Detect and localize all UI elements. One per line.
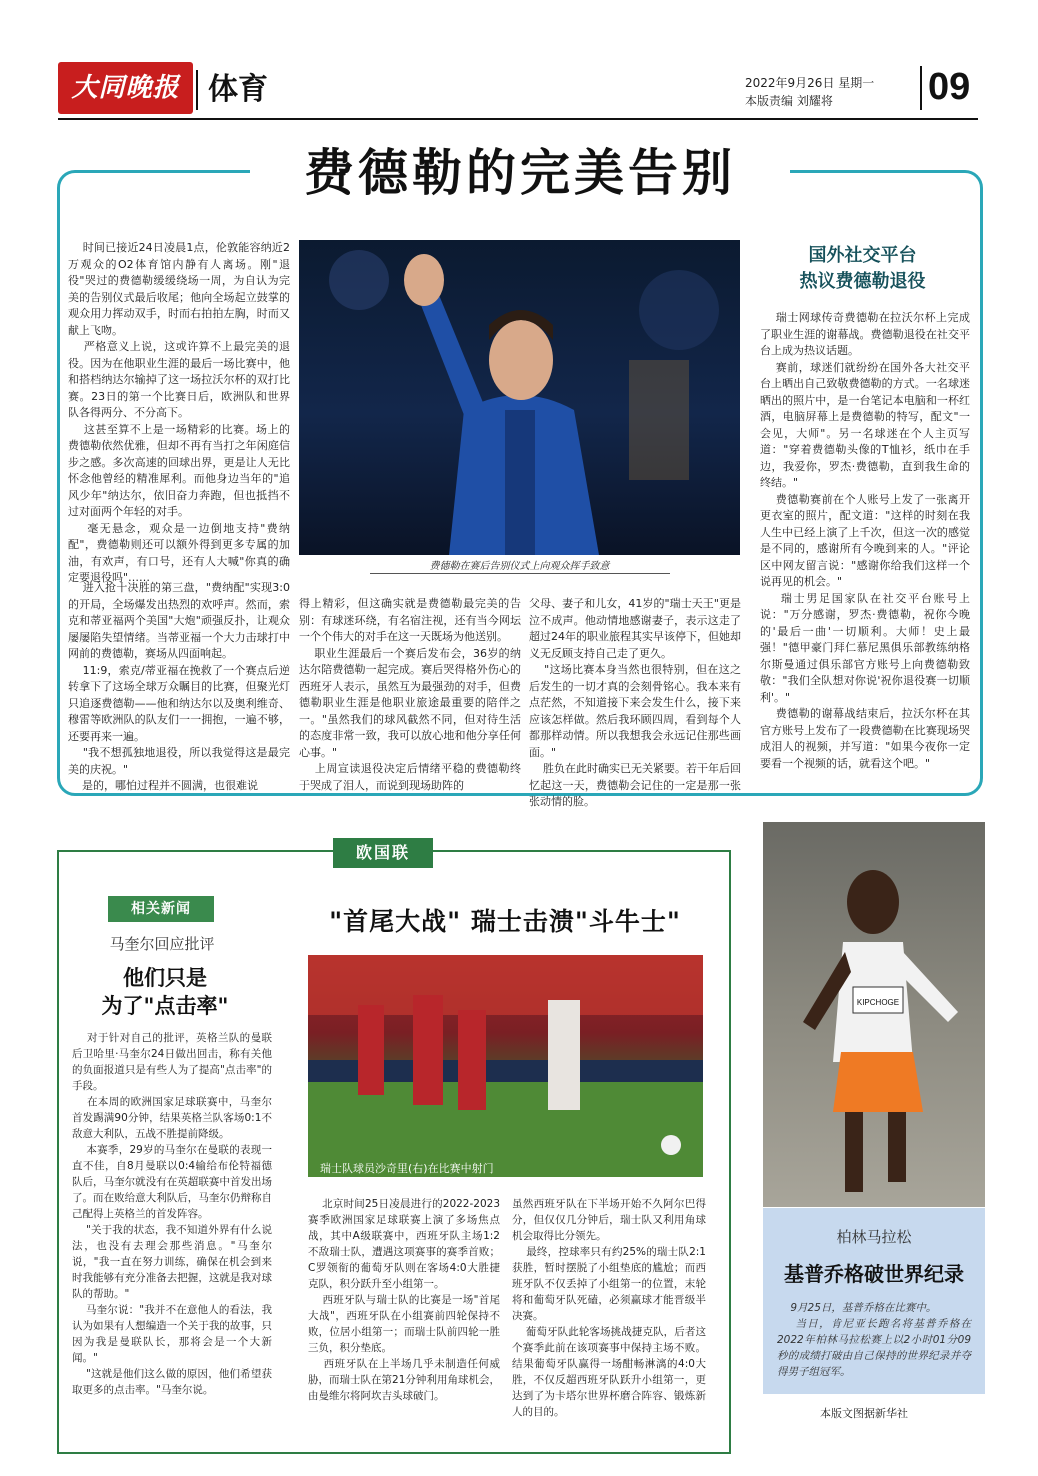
runner-bib: KIPCHOGE <box>856 998 900 1007</box>
section-name: 体育 <box>208 72 268 107</box>
date-editor-block <box>745 74 874 110</box>
marathon-photo <box>763 822 985 1207</box>
federer-illustration <box>299 240 740 555</box>
date-line: 2022年9月26日 星期一 <box>745 76 875 90</box>
editor-line: 本版责编 刘耀将 <box>745 94 833 108</box>
related-headline <box>70 964 260 1020</box>
photo-caption: 费德勒在赛后告别仪式上向观众挥手致意 <box>429 561 610 572</box>
related-subtitle: 马奎尔回应批评 <box>109 935 215 953</box>
sidebar-text: 瑞士网球传奇费德勒在拉沃尔杯上完成了职业生涯的谢幕战。费德勒退役在社交平台上成为热议话题。 赛前，球迷们就纷纷在国外各大社交平台上晒出自己致敬费德勒的方式。一名球迷晒出的照片中，是一台笔记本电脑和一杯红酒，电脑屏幕上是费德勒的特写，配文"一会见，大师"。另一名球迷在个人主页写道："穿着费德勒头像的T恤衫，纸巾在手边，我爱你，罗杰·费德勒，直到我生命的终结。" 费德勒赛前在个人账号上发了一张离开更衣室的照片，配文道："这样的时刻在我人生中已经上演了上千次，但这一次的感觉是不同的，感谢所有今晚到来的人。"评论区中网友留言说："感谢你给我们这样一个说再见的机会。" 瑞士男足国家队在社交平台账号上说："万分感谢，罗杰·费德勒，祝你今晚的'最后一曲'一切顺利。大师！史上最强！"德甲豪门拜仁慕尼黑俱乐部教练纳格尔斯曼通过俱乐部官方账号上向费德勒致敬："我们全队想对你说'祝你退役赛一切顺利'。" 费德勒的谢幕战结束后，拉沃尔杯在其官方账号上发布了一段费德勒在比赛现场哭成泪人的视频，并写道："如果今夜你一定要看一个视频的话，就看这个吧。" <box>760 311 971 770</box>
sidebar-title <box>760 243 965 295</box>
marathon-headline: 基普乔格破世界纪录 <box>784 1262 964 1286</box>
football-photo-caption: 瑞士队球员沙奇里(右)在比赛中射门 <box>320 1162 494 1175</box>
football-photo <box>308 955 703 1177</box>
sidebar-title-line-2: 热议费德勒退役 <box>799 271 926 292</box>
euro-column-1: 北京时间25日凌晨进行的2022-2023赛季欧洲国家足球联赛上演了多场焦点战，其中A级联赛中，西班牙队主场1:2不敌瑞士队，遭遇这项赛事的赛季首败；C罗领衔的葡萄牙队则在客场4:0大胜捷克队，积分跃升至小组第一。 西班牙队与瑞士队的比赛是一场"首尾大战"，西班牙队在小组赛前四轮保持不败，位居小组第一；而瑞士队前四轮一胜三负，积分垫底。 西班牙队在上半场几乎未制造任何威胁，而瑞士队在第21分钟利用角球机会，由曼维尔将阿坎吉头球破门。 <box>308 1198 500 1402</box>
related-news-tag: 相关新闻 <box>108 896 214 922</box>
marathon-text: 9月25日，基普乔格在比赛中。 当日，肯尼亚长跑名将基普乔格在2022年柏林马拉松赛上以2小时01分09秒的成绩打破由自己保持的世界纪录并夺得男子组冠军。 <box>777 1302 971 1378</box>
page-number: 09 <box>928 66 971 108</box>
federer-photo <box>299 240 740 555</box>
related-headline-line-1: 他们只是 <box>123 965 207 990</box>
related-text: 对于针对自己的批评，英格兰队的曼联后卫哈里·马奎尔24日做出回击，称有关他的负面报道只是有些人为了提高"点击率"的手段。 在本周的欧洲国家足球联赛中，马奎尔首发踢满90分钟，结果英格兰队客场0:1不敌意大利队，五战不胜提前降级。 本赛季，29岁的马奎尔在曼联的表现一直不佳，自8月曼联以0:4输给布伦特福德队后，马奎尔就没有在英超联赛中首发出场了。而在败给意大利队后，马奎尔仍辩称自己配得上英格兰的首发阵容。 "关于我的状态，我不知道外界有什么说法，也没有去理会那些消息。"马奎尔说，"我一直在努力训练，确保在机会到来时我能够有充分准备去把握，这就是我对球队的帮助。" 马奎尔说："我并不在意他人的看法，我认为如果有人想编造一个关于我的故事，只因为我是曼联队长，那将会是一个大新闻。" "这就是他们这么做的原因，他们希望获取更多的点击率。"马奎尔说。 <box>72 1032 272 1396</box>
sidebar-title-line-1: 国外社交平台 <box>808 245 917 266</box>
caption-underline <box>370 573 670 574</box>
euro-headline: "首尾大战" 瑞士击溃"斗牛士" <box>329 907 681 936</box>
euro-league-tag: 欧国联 <box>333 838 433 868</box>
main-headline: 费德勒的完美告别 <box>250 140 790 206</box>
marathon-subtitle: 柏林马拉松 <box>836 1228 912 1246</box>
story-column-2: 得上精彩，但这确实就是费德勒最完美的告别：有球迷环绕，有名宿注视，还有当今网坛一个个伟大的对手在这一天既场为他送别。 职业生涯最后一个赛后发布会，36岁的纳达尔陪费德勒一起完成。赛后哭得格外伤心的西班牙人表示，虽然互为最强劲的对手，但费德勒职业生涯是他职业旅途最重要的陪伴之一。"虽然我们的球风截然不同，但对待生活的态度非常一致，我可以放心地和他分享任何心事。" 上周宣读退役决定后情绪平稳的费德勒终于哭成了泪人，而说到现场助阵的 <box>299 597 522 792</box>
euro-column-2: 虽然西班牙队在下半场开始不久阿尔巴得分，但仅仅几分钟后，瑞士队又利用角球机会取得比分领先。 最终，控球率只有约25%的瑞士队2:1获胜，暂时摆脱了小组垫底的尴尬；而西班牙队不仅丢掉了小组第一的位置，末轮将和葡萄牙队死磕，必须赢球才能晋级半决赛。 葡萄牙队此轮客场挑战捷克队，后者这个赛季此前在该项赛事中保持主场不败。结果葡萄牙队赢得一场酣畅淋漓的4:0大胜，不仅反超西班牙队跃升小组第一，更达到了为卡塔尔世界杯磨合阵容、锻炼新人的目的。 <box>512 1198 706 1418</box>
runner-illustration <box>763 822 985 1207</box>
newspaper-logo: 大同晚报 <box>58 62 193 114</box>
masthead-divider <box>196 70 198 110</box>
story-column-1b: 进入抢十决胜的第三盘，"费纳配"实现3:0的开局，全场爆发出热烈的欢呼声。然而，索克和蒂亚福两个美国"大炮"顽强反扑，让观众屡屡陷失望情绪。当蒂亚福一个大力击球打中网前的费德勒，赛场从四面响起。 11:9，索克/蒂亚福在挽救了一个赛点后逆转拿下了这场全球万众瞩目的比赛，但聚光灯只追逐费德勒——他和纳达尔以及奥利维奇、穆雷等欧洲队的队友们一一拥抱，一遍不够，还要再来一遍。 "我不想孤独地退役，所以我觉得这是最完美的庆祝。" 是的，哪怕过程并不圆满，也很难说 <box>68 581 290 792</box>
story-column-1: 时间已接近24日凌晨1点，伦敦能容纳近2万观众的O2体育馆内静有人离场。刚"退役"哭过的费德勒缓缓绕场一周，为自认为完美的告别仪式最后收尾；他向全场起立鼓掌的观众用力挥动双手，时而右拍拍左胸，时而又献上飞吻。 严格意义上说，这或许算不上最完美的退役。因为在他职业生涯的最后一场比赛中，他和搭档纳达尔输掉了这一场拉沃尔杯的双打比赛。23日的第一个比赛日后，欧洲队和世界队各得两分、不分高下。 这甚至算不上是一场精彩的比赛。场上的费德勒依然优雅，但却不再有当打之年闲庭信步之感。多次高速的回球出界，更是让人无比怀念他曾经的精准犀利。而他身边当年的"追风少年"纳达尔，依旧奋力奔跑，但也抵挡不过对面两个年轻的对手。 毫无悬念，观众是一边倒地支持"费纳配"，费德勒则还可以额外得到更多专属的加油，有欢声，有口号，还有人大喊"你真的确定要退役吗"…… <box>68 241 291 584</box>
page-number-divider <box>920 66 922 110</box>
related-headline-line-2: 为了"点击率" <box>101 993 229 1018</box>
masthead-rule <box>58 118 978 120</box>
story-column-3: 父母、妻子和儿女，41岁的"瑞士天王"更是泣不成声。他动情地感谢妻子，表示这走了超过24年的职业旅程其实早该停下，但她却义无反顾支持自己走了更久。 "这场比赛本身当然也很特别，但在这之后发生的一切才真的会刻骨铭心。我本来有点茫然，不知道接下来会发生什么，接下来应该怎样做。然后我环顾四周，看到每个人都那样动情。所以我想我会永远记住那些画面。" 胜负在此时确实已无关紧要。若干年后回忆起这一天，费德勒会记住的一定是那一张张动情的脸。 <box>529 597 741 808</box>
photo-credit: 本版文图据新华社 <box>820 1407 908 1420</box>
football-illustration <box>308 955 703 1177</box>
